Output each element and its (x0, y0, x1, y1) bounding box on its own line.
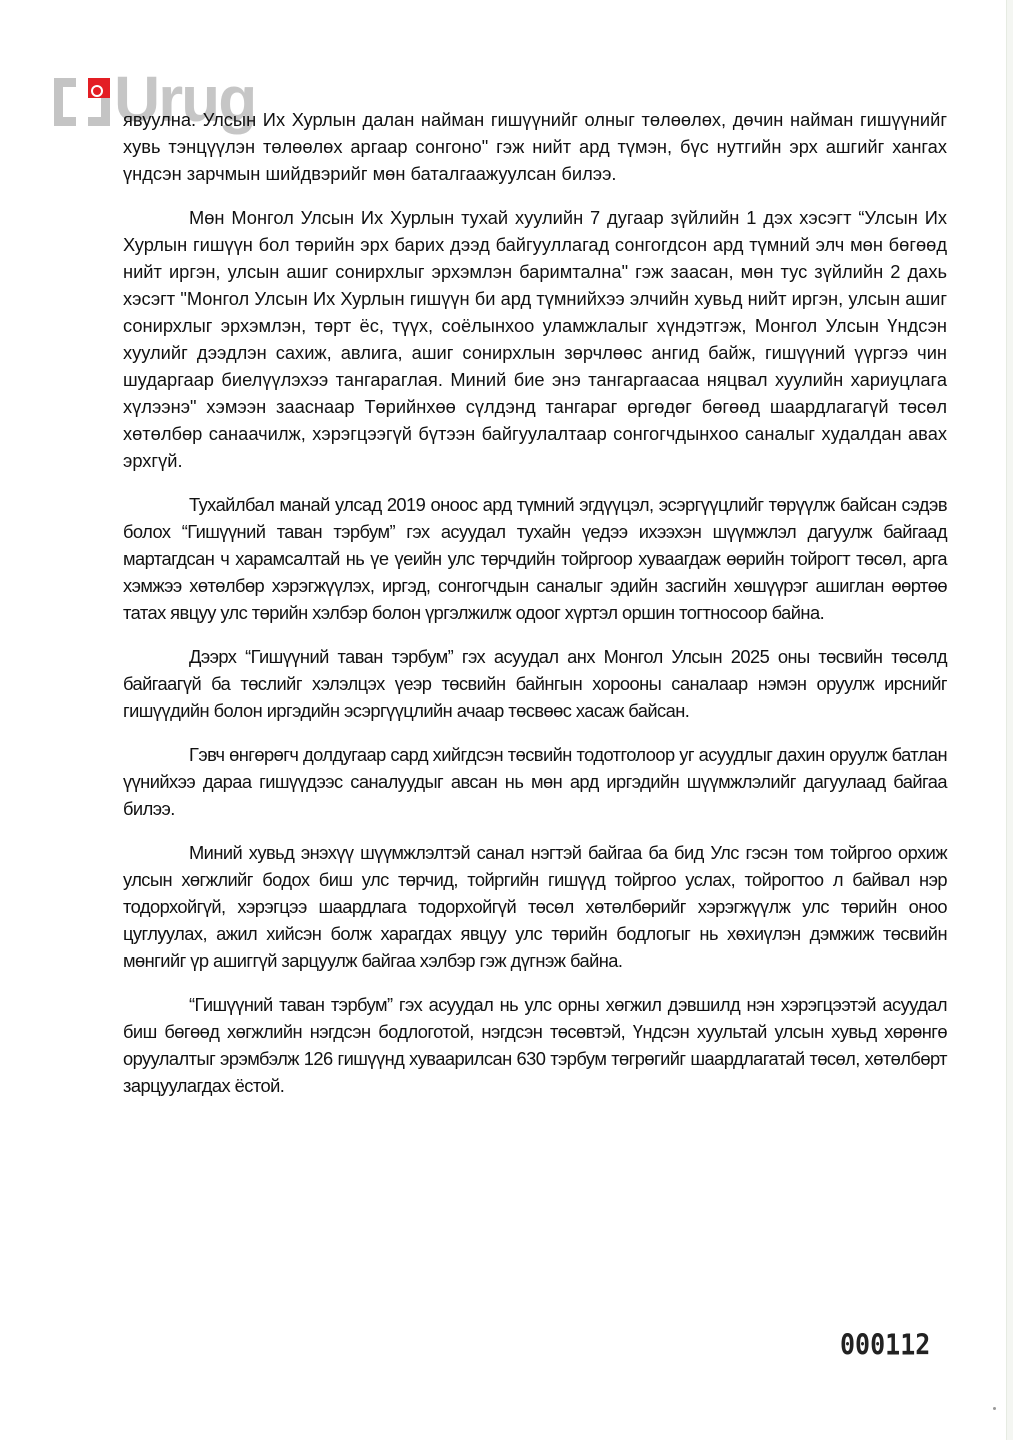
paragraph-3: Тухайлбал манай улсад 2019 оноос ард түмний эгдүүцэл, эсэргүүцлийг төрүүлж байсан сэдэв болох “Гишүүний таван тэрбум” гэх асуудал тухайн үедээ ихээхэн шүүмжлэл дагуулж байгаад мартагдсан ч харамсалтай нь үе үеийн улс төрчдийн тойргоор хуваагдаж өөрийн тойрогт төсөл, арга хэмжээ хөтөлбөр хэрэгжүүлэх, иргэд, сонгогчдын саналыг эдийн засгийн хөшүүрэг ашиглан өөртөө татах явцуу улс төрийн хэлбэр болон үргэлжилж одоог хүртэл оршин тогтносоор байна. (123, 494, 947, 623)
logo-wordmark: Urug (114, 63, 256, 135)
paragraph-6: Миний хувьд энэхүү шүүмжлэлтэй санал нэгтэй байгаа ба бид Улс гэсэн том тойргоо орхиж улсын хөгжлийг бодох биш улс төрчид, тойргийн гишүүд тойргоо услах, тойрогтоо л байвал нэр тодорхойгүй, хэрэгцээ шаардлага тодорхойгүй төсөл хөтөлбөрийг хэрэгжүүлж улс төрийн оноо цуглуулах, ажил хийсэн болж харагдах явцуу улс төрийн бодлогыг нь хөхиүлэн дэмжиж төсвийн мөнгийг үр ашиггүй зарцуулж байгаа хэлбэр гэж дүгнэж байна. (123, 842, 947, 971)
paragraph-2: Мөн Монгол Улсын Их Хурлын тухай хуулийн 7 дугаар зүйлийн 1 дэх хэсэгт “Улсын Их Хурлын гишүүн бол төрийн эрх барих дээд байгууллагад сонгогдсон ард түмний элч мөн бөгөөд нийт иргэн, улсын ашиг сонирхлыг эрхэмлэн баримтална" гэж заасан, мөн тус зүйлийн 2 дахь хэсэгт "Монгол Улсын Их Хурлын гишүүн би ард түмнийхээ элчийн хувьд нийт иргэн, улсын ашиг сонирхлыг эрхэмлэн, төрт ёс, түүх, соёлынхоо уламжлалыг хүндэтгэж, Монгол Улсын Үндсэн хуулийг дээдлэн сахиж, авлига, ашиг сонирхлын зөрчлөөс ангид байж, гишүүний үүргээ чин шударгаар биелүүлэхээ тангараглая. Миний бие энэ тангаргаасаа няцвал хуулийн хариуцлага хүлээнэ" хэмээн зааснаар Төрийнхөө сүлдэнд тангараг өргөдөг бөгөөд шаардлагагүй төсөл хөтөлбөр санаачилж, хэрэгцээгүй бүтээн байгуулалтаар сонгогчдынхоо саналыг худалдан авах эрхгүй. (123, 207, 947, 471)
paragraph-5: Гэвч өнгөрөгч долдугаар сард хийгдсэн төсвийн тодотголоор уг асуудлыг дахин оруулж батлан үүнийхээ дараа гишүүдээс саналуудыг авсан нь мөн ард иргэдийн шүүмжлэлийг дагуулаад байгаа билээ. (123, 744, 947, 819)
page-edge (1006, 0, 1013, 1440)
document-body (123, 106, 947, 1116)
logo-bracket-left-icon (54, 78, 76, 126)
paragraph-1: явуулна. Улсын Их Хурлын далан найман гишүүнийг олныг төлөөлөх, дөчин найман гишүүнийг хувь тэнцүүлэн төлөөлөх аргаар сонгоно" гэж нийт ард түмэн, бүс нутгийн эрх ашгийг хангах үндсэн зарчмын шийдвэрийг мөн баталгаажуулсан билээ. (123, 109, 947, 184)
page-number-stamp: 000112 (840, 1327, 931, 1362)
logo-red-dot-icon (93, 87, 101, 95)
scan-speck (993, 1407, 996, 1410)
paragraph-4: Дээрх “Гишүүний таван тэрбум” гэх асуудал анх Монгол Улсын 2025 оны төсвийн төсөлд байгаагүй ба төслийг хэлэлцэх үеэр төсвийн байнгын хорооны саналаар нэмэн оруулж ирснийг гишүүдийн болон иргэдийн эсэргүүцлийн ачаар төсвөөс хасаж байсан. (123, 646, 947, 721)
paragraph-7: “Гишүүний таван тэрбум” гэх асуудал нь улс орны хөгжил дэвшилд нэн хэрэгцээтэй асуудал биш бөгөөд хөгжлийн нэгдсэн бодлоготой, нэгдсэн төсөвтэй, Үндсэн хуультай улсын хувьд хөрөнгө оруулалтыг эрэмбэлж 126 гишүүнд хуваарилсан 630 тэрбум төгрөгийг шаардлагатай төсөл, хөтөлбөрт зарцуулагдах ёстой. (123, 994, 947, 1096)
